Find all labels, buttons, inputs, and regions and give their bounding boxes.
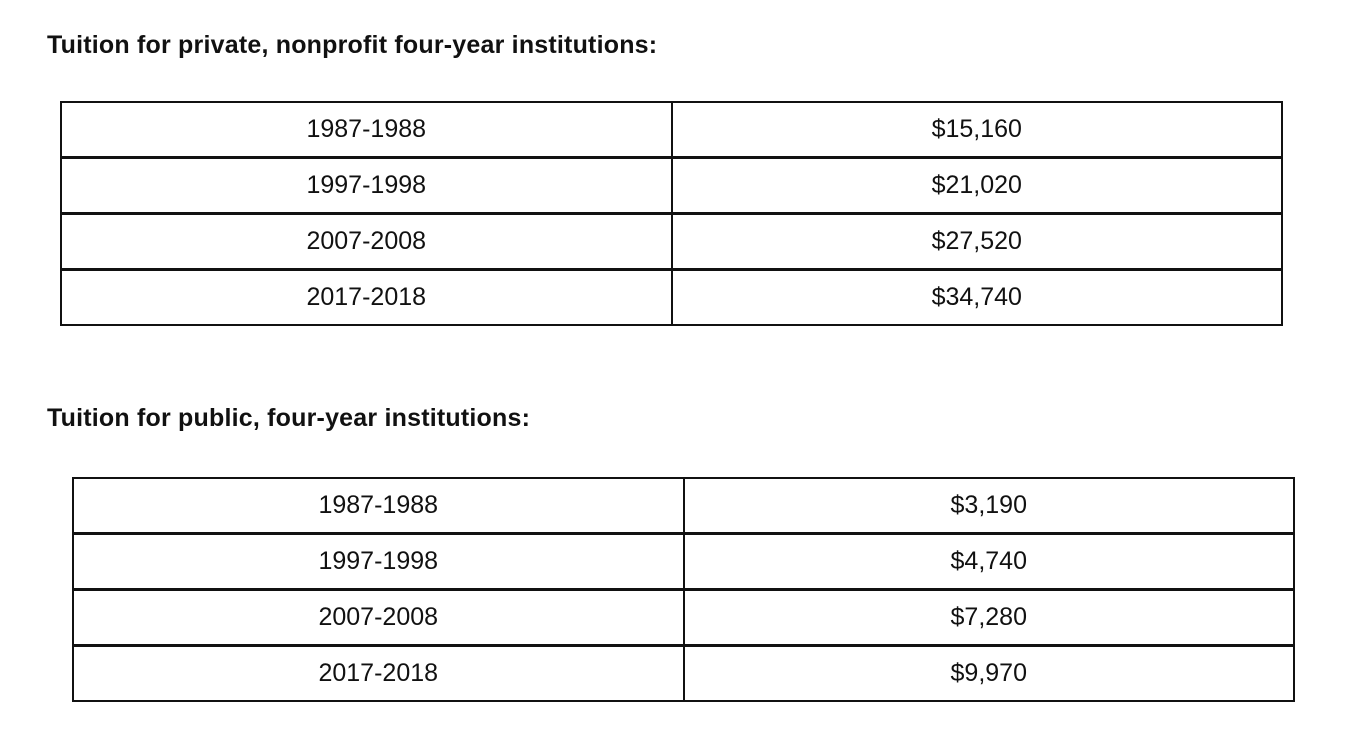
year-cell: 2017-2018: [61, 270, 672, 326]
table-row: [73, 646, 1294, 702]
tuition-cell: $3,190: [684, 478, 1295, 534]
year-cell: 1987-1988: [73, 478, 684, 534]
tuition-cell: $7,280: [684, 590, 1295, 646]
tuition-cell: $27,520: [672, 214, 1283, 270]
table-row: [73, 590, 1294, 646]
public-tuition-heading: Tuition for public, four-year institutions:: [47, 404, 531, 432]
tuition-cell: $9,970: [684, 646, 1295, 702]
table-row: [61, 102, 1282, 158]
tuition-cell: $34,740: [672, 270, 1283, 326]
tuition-cell: $21,020: [672, 158, 1283, 214]
year-cell: 1997-1998: [61, 158, 672, 214]
tuition-cell: $4,740: [684, 534, 1295, 590]
table-row: [61, 214, 1282, 270]
year-cell: 2017-2018: [73, 646, 684, 702]
private-tuition-heading: Tuition for private, nonprofit four-year institutions:: [47, 31, 658, 59]
table-row: [73, 478, 1294, 534]
year-cell: 1997-1998: [73, 534, 684, 590]
year-cell: 2007-2008: [73, 590, 684, 646]
table-row: [73, 534, 1294, 590]
year-cell: 2007-2008: [61, 214, 672, 270]
public-tuition-table: [72, 477, 1295, 702]
private-tuition-table: [60, 101, 1283, 326]
tuition-cell: $15,160: [672, 102, 1283, 158]
table-row: [61, 270, 1282, 326]
table-row: [61, 158, 1282, 214]
year-cell: 1987-1988: [61, 102, 672, 158]
